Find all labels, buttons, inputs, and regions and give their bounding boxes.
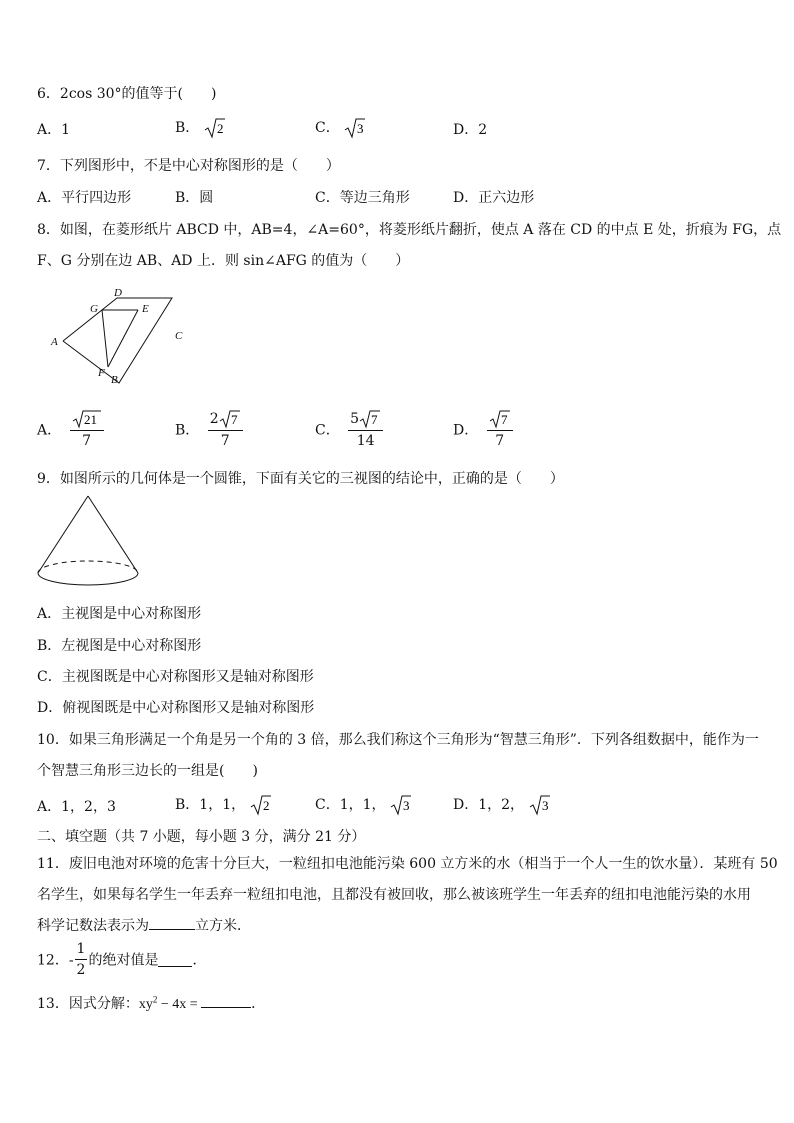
sqrt-symbol (250, 794, 272, 816)
answer-blank[interactable] (201, 993, 251, 1008)
question-7-stem: 7．下列图形中，不是中心对称图形的是（ ） (37, 158, 340, 174)
cone-figure (36, 490, 142, 594)
svg-text:3: 3 (541, 798, 549, 813)
fraction: $\frac{21}{7}$ (70, 409, 104, 450)
q8-option-d[interactable]: D． $\frac{7}{7}$ (453, 409, 517, 450)
q10-option-d[interactable]: D．1，2， 3 (453, 794, 551, 816)
q9-option-b[interactable]: B．左视图是中心对称图形 (37, 638, 202, 654)
sqrt-symbol (204, 117, 226, 139)
point-e-label: E (142, 303, 149, 315)
question-6-stem: 6．2cos 30°的值等于( ) (37, 86, 217, 102)
question-11-line2: 名学生，如果每名学生一年丢弃一粒纽扣电池，且都没有被回收，那么被该班学生一年丢弃的纽扣电池能污染的水用 (37, 887, 751, 903)
sqrt-symbol (344, 117, 366, 139)
rhombus-figure (44, 283, 194, 388)
question-10-stem-line1: 10．如果三角形满足一个角是另一个角的 3 倍，那么我们称这个三角形为“智慧三角形”．下列各组数据中，能作为一 (37, 732, 759, 748)
q6-option-a[interactable]: A．1 (37, 122, 71, 138)
point-a-label: A (51, 336, 58, 348)
q10-option-b[interactable]: B．1，1， 2 (175, 794, 272, 816)
question-12: 12．- $\frac{1}{2}$ 的绝对值是 ． (37, 941, 207, 978)
q9-option-d[interactable]: D．俯视图既是中心对称图形又是轴对称图形 (37, 700, 315, 716)
q10-option-a[interactable]: A．1，2，3 (37, 799, 116, 815)
q9-option-a[interactable]: A．主视图是中心对称图形 (37, 606, 202, 622)
fraction: $\frac{7}{7}$ (487, 409, 513, 450)
q6-option-c[interactable]: C． 3 (315, 117, 366, 139)
sqrt-symbol (529, 794, 551, 816)
svg-text:21: 21 (83, 412, 97, 427)
svg-text:7: 7 (371, 412, 378, 427)
question-11-line1: 11．废旧电池对环境的危害十分巨大，一粒纽扣电池能污染 600 立方米的水（相当于一个人一生的饮水量）．某班有 50 (37, 856, 778, 872)
point-b-label: B (111, 374, 118, 386)
q8-option-a[interactable]: A． $\frac{21}{7}$ (37, 409, 108, 450)
question-13: 13．因式分解：$xy^2 - 4x$ = ． (37, 994, 266, 1012)
point-f-label: F (98, 367, 105, 379)
question-10-stem-line2: 个智慧三角形三边长的一组是( ) (37, 763, 258, 779)
fraction: 5 7 14 (348, 409, 383, 450)
factorization-expression: $xy^2 - 4x$ = (138, 994, 202, 1012)
section-heading: 二、填空题（共 7 小题，每小题 3 分，满分 21 分） (37, 829, 366, 845)
question-11-line3: 科学记数法表示为 立方米． (37, 915, 251, 935)
point-d-label: D (114, 287, 122, 299)
fraction: 2 7 7 (208, 409, 243, 450)
q10-option-c[interactable]: C．1，1， 3 (315, 794, 412, 816)
q7-option-a[interactable]: A．平行四边形 (37, 190, 132, 206)
question-9-stem: 9．如图所示的几何体是一个圆锥，下面有关它的三视图的结论中，正确的是（ ） (37, 471, 564, 487)
svg-text:2: 2 (216, 121, 224, 136)
q7-option-c[interactable]: C．等边三角形 (315, 190, 410, 206)
q7-option-d[interactable]: D．正六边形 (453, 190, 535, 206)
q8-option-b[interactable]: B． 2 7 7 (175, 409, 247, 450)
svg-text:3: 3 (357, 121, 364, 136)
q8-option-c[interactable]: C． 5 7 14 (315, 409, 387, 450)
q6-option-b[interactable]: B． 2 (175, 117, 226, 139)
svg-text:7: 7 (500, 412, 508, 427)
fraction: $\frac{1}{2}$ (76, 941, 86, 978)
answer-blank[interactable] (158, 952, 192, 967)
svg-text:7: 7 (230, 412, 238, 427)
q6-option-d[interactable]: D．2 (453, 122, 488, 138)
point-c-label: C (175, 330, 183, 342)
question-8-stem-line1: 8．如图，在菱形纸片 ABCD 中，AB=4，∠A=60°，将菱形纸片翻折，使点 A 落在 CD 的中点 E 处，折痕为 FG，点 (37, 222, 782, 238)
svg-text:2: 2 (262, 798, 270, 813)
point-g-label: G (90, 303, 98, 315)
svg-text:3: 3 (403, 798, 410, 813)
question-8-stem-line2: F、G 分别在边 AB、AD 上．则 sin∠AFG 的值为（ ） (37, 253, 410, 269)
answer-blank[interactable] (149, 915, 195, 930)
q9-option-c[interactable]: C．主视图既是中心对称图形又是轴对称图形 (37, 669, 314, 685)
q7-option-b[interactable]: B．圆 (175, 190, 214, 206)
sqrt-symbol (390, 794, 412, 816)
